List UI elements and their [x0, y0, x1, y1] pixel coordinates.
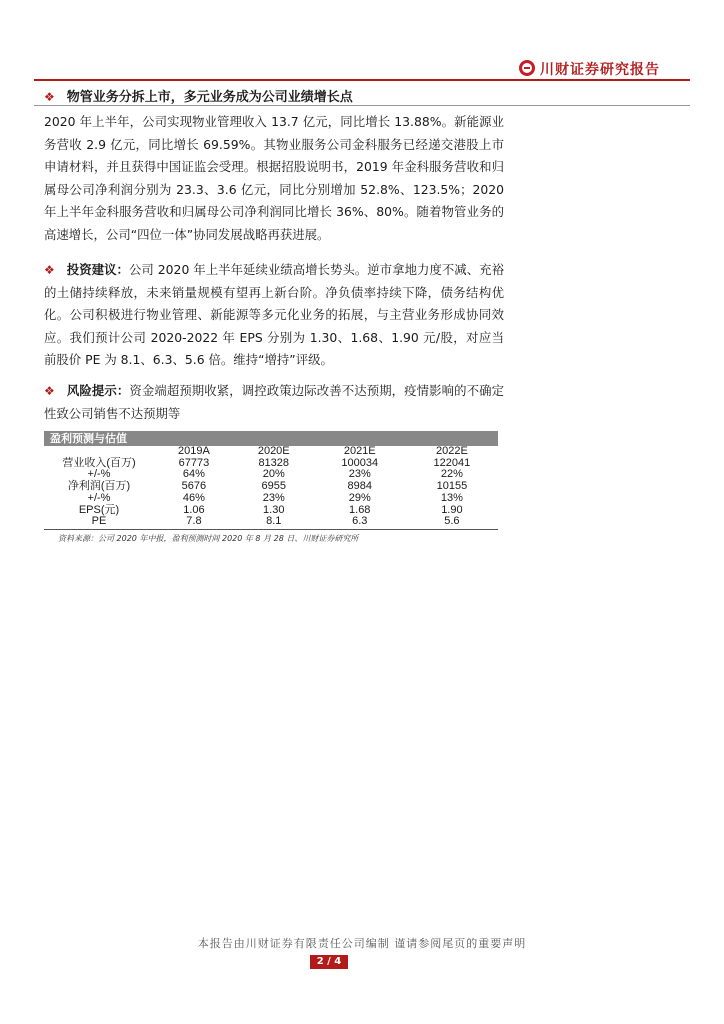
- section-divider: [34, 105, 690, 106]
- table-row-label: 营业收入(百万): [62, 456, 136, 469]
- table-source-note: 资料来源：公司 2020 年中报，盈利预测时间 2020 年 8 月 28 日、川财证券研究所: [58, 534, 359, 543]
- forecast-table: [44, 431, 498, 530]
- header-rule: [34, 79, 690, 81]
- table-cell: 23%: [348, 468, 371, 481]
- footer-disclaimer: 本报告由川财证券有限责任公司编制 谨请参阅尾页的重要声明: [197, 937, 527, 950]
- table-header-cell: 2022E: [436, 445, 468, 457]
- table-cell: 8984: [347, 480, 372, 493]
- table-cell: 22%: [440, 468, 463, 481]
- table-cell: 1.68: [349, 503, 371, 516]
- investment-advice-text: 公司 2020 年上半年延续业绩高增长势头。逆市拿地力度不减、充裕的土储持续释放，未来销量规模有望再上新台阶。净负债率持续下降，债务结构优化。公司积极进行物业管理、新能源等多元化业务的拓展，与主营业务形成协同效应。我们预计公司 2020-2022 年 EPS 分别为 1.30、1.68、1.90 元/股，对应当前股价 PE 为 8.1、6.3、5.6 倍。维持“增持”评级。: [44, 262, 504, 367]
- table-cell: 5.6: [444, 515, 460, 528]
- brand-title: 川财证券研究报告: [540, 62, 660, 78]
- diamond-bullet-icon: ❖: [44, 384, 55, 398]
- table-cell: 10155: [436, 480, 468, 493]
- table-header-cell: 2020E: [257, 445, 290, 457]
- table-header-row: [44, 446, 498, 458]
- logo-bar: [524, 67, 530, 69]
- table-cell: 1.30: [263, 503, 285, 516]
- table-cell: 122041: [433, 456, 471, 469]
- table-row-label: EPS(元): [78, 503, 120, 516]
- page-number-badge: 2 / 4: [310, 955, 348, 969]
- table-cell: 29%: [348, 491, 371, 504]
- table-bottom-rule: [44, 529, 498, 530]
- table-cell: 6.3: [352, 515, 368, 528]
- table-cell: 46%: [182, 491, 205, 504]
- table-row: [44, 493, 498, 505]
- risk-warning-label: 风险提示：: [66, 383, 130, 398]
- table-cell: 81328: [258, 456, 290, 469]
- table-cell: 1.06: [183, 503, 205, 516]
- table-cell: 67773: [178, 456, 210, 469]
- forecast-table-grid: [44, 446, 498, 528]
- paragraph-investment-advice: [44, 259, 504, 372]
- table-cell: 8.1: [266, 515, 282, 528]
- diamond-bullet-icon: ❖: [44, 263, 55, 277]
- paragraph-risk-warning: [44, 380, 504, 425]
- section-title: 物管业务分拆上市，多元业务成为公司业绩增长点: [66, 90, 353, 105]
- table-row-label: +/-%: [87, 468, 111, 481]
- diamond-bullet-icon: ❖: [44, 90, 55, 104]
- table-header-cell: 2021E: [343, 445, 376, 457]
- table-cell: 64%: [182, 468, 205, 481]
- table-cell: 23%: [262, 491, 285, 504]
- risk-warning-text: 资金端超预期收紧，调控政策边际改善不达预期，疫情影响的不确定性致公司销售不达预期等: [44, 383, 505, 421]
- chuancai-logo-icon: [519, 60, 535, 76]
- section-title-row: [44, 86, 353, 105]
- investment-advice-label: 投资建议：: [66, 262, 129, 277]
- table-row-label: 净利润(百万): [67, 480, 131, 493]
- table-cell: 13%: [440, 491, 463, 504]
- table-cell: 1.90: [441, 503, 463, 516]
- table-title: 盈利预测与估值: [44, 431, 498, 446]
- table-cell: 100034: [341, 456, 379, 469]
- table-row-label: +/-%: [87, 491, 111, 504]
- table-header-cell: [44, 446, 154, 458]
- table-header-cell: 2019A: [178, 445, 210, 457]
- table-cell: 20%: [262, 468, 285, 481]
- paragraph-property-business: 2020 年上半年，公司实现物业管理收入 13.7 亿元，同比增长 13.88%。新能源业务营收 2.9 亿元，同比增长 69.59%。其物业服务公司金科服务已经递交港股上市申请材料，并且获得中国证监会受理。根据招股说明书，2019 年金科服务营收和归属母公司净利润分别为 23.3、3.6 亿元，同比分别增加 52.8%、123.5%；2020 年上半年金科服务营收和归属母公司净利润同比增长 36%、80%。随着物管业务的高速增长，公司“四位一体”协同发展战略再获进展。: [44, 114, 504, 242]
- table-row-label: PE: [91, 515, 107, 528]
- table-cell: 6955: [261, 480, 286, 493]
- table-row: [44, 516, 498, 528]
- table-cell: 7.8: [186, 515, 202, 528]
- table-cell: 5676: [181, 480, 207, 493]
